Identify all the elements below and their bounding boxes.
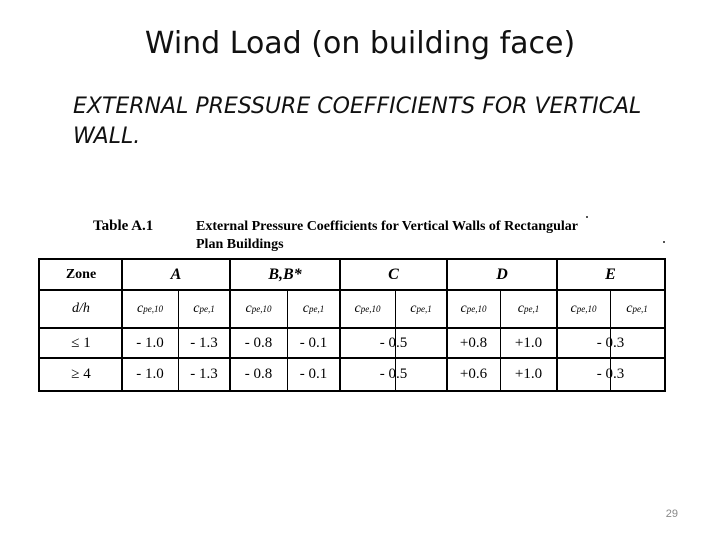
- coefficient-value: +0.6: [459, 365, 488, 382]
- coefficient-value: - 0.3: [596, 334, 625, 351]
- coef-1-header: c pe,1: [302, 301, 325, 316]
- slide-number: 29: [665, 508, 678, 520]
- scan-speck: [586, 216, 588, 218]
- coefficient-value: +0.8: [459, 334, 488, 351]
- coefficient-value: - 1.0: [136, 365, 164, 382]
- coefficient-value: +1.0: [514, 334, 543, 351]
- zone-label: C: [388, 266, 399, 283]
- zone-label: A: [170, 266, 182, 283]
- coef-10-header: c pe,10: [137, 301, 163, 316]
- coef-10-header: c pe,10: [354, 301, 381, 316]
- scan-speck: [663, 241, 665, 243]
- table-caption-text: External Pressure Coefficients for Vertical Walls of Rectangular Plan Buildings: [196, 219, 578, 252]
- coefficient-value: - 0.5: [379, 365, 408, 382]
- coefficient-value: - 0.1: [299, 334, 328, 351]
- coefficient-value: - 1.0: [136, 334, 164, 351]
- coef-1-header: c pe,1: [626, 301, 648, 316]
- slide-body-text: EXTERNAL PRESSURE COEFFICIENTS FOR VERTICAL WALL.: [73, 94, 642, 149]
- ratio-cell: ≤ 1: [71, 334, 91, 351]
- coefficient-value: - 1.3: [190, 365, 218, 382]
- slide-title: Wind Load (on building face): [144, 26, 576, 61]
- coef-10-header: c pe,10: [570, 301, 597, 316]
- coefficient-value: - 0.3: [596, 365, 625, 382]
- zone-label: D: [496, 266, 508, 283]
- table-label: Table A.1: [93, 218, 154, 234]
- ratio-cell: ≥ 4: [71, 365, 91, 382]
- coef-1-header: c pe,1: [193, 301, 215, 316]
- coef-1-header: c pe,1: [410, 301, 432, 316]
- coefficient-value: - 0.8: [244, 334, 273, 351]
- zone-label: B,B*: [268, 266, 302, 283]
- coef-10-header: c pe,10: [460, 301, 487, 316]
- coefficient-value: - 1.3: [190, 334, 218, 351]
- coefficient-value: - 0.1: [299, 365, 328, 382]
- coefficient-value: +1.0: [514, 365, 543, 382]
- pressure-coefficient-table: [38, 258, 666, 392]
- coef-10-header: c pe,10: [245, 301, 272, 316]
- zone-header: Zone: [65, 267, 97, 282]
- coefficient-value: - 0.5: [379, 334, 408, 351]
- coef-1-header: c pe,1: [517, 301, 540, 316]
- ratio-header: d/h: [72, 301, 90, 316]
- zone-label: E: [605, 266, 616, 283]
- coefficient-value: - 0.8: [244, 365, 273, 382]
